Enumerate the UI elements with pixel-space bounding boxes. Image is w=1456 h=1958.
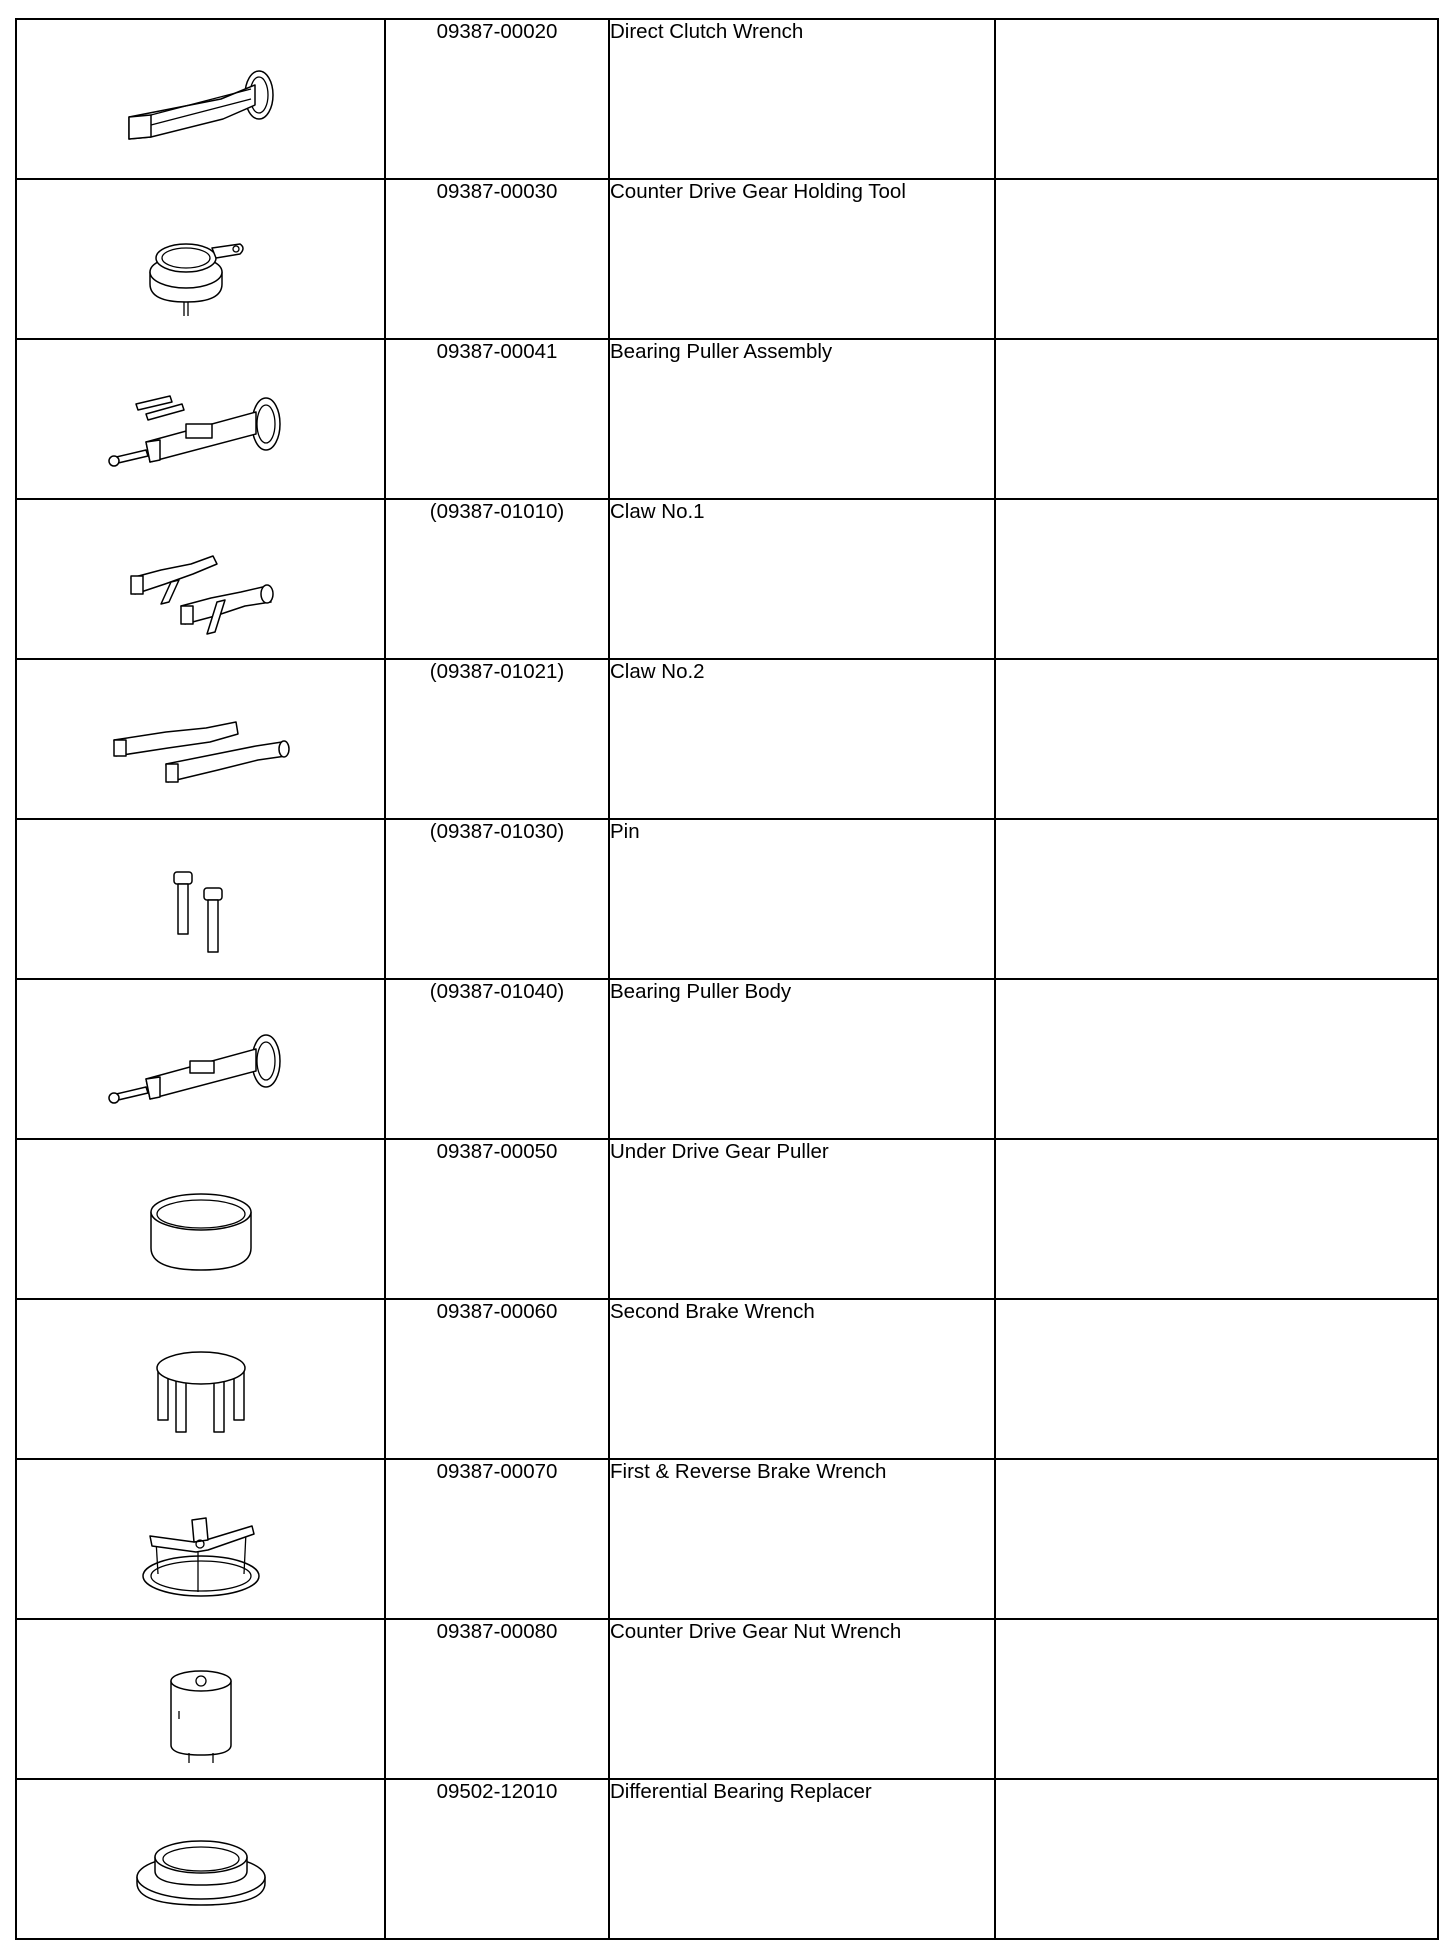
table-row	[16, 499, 1438, 659]
tool-name: Differential Bearing Replacer	[609, 1779, 995, 1939]
table-row	[16, 1299, 1438, 1459]
direct-clutch-wrench-icon	[111, 67, 291, 157]
gear-nut-wrench-icon	[161, 1657, 241, 1767]
tool-name: Counter Drive Gear Holding Tool	[609, 179, 995, 339]
gear-holding-tool-icon	[136, 222, 266, 322]
bearing-replacer-icon	[131, 1827, 271, 1917]
bearing-puller-body-icon	[106, 1027, 296, 1117]
tool-illustration-cell	[16, 179, 385, 339]
remarks-cell	[995, 819, 1438, 979]
remarks-cell	[995, 499, 1438, 659]
remarks-cell	[995, 1619, 1438, 1779]
tool-name: Second Brake Wrench	[609, 1299, 995, 1459]
part-number: 09387-00080	[385, 1619, 609, 1779]
tool-illustration-cell	[16, 339, 385, 499]
tool-name: Claw No.1	[609, 499, 995, 659]
table-row	[16, 19, 1438, 179]
tool-illustration-cell	[16, 499, 385, 659]
tool-illustration-cell	[16, 1299, 385, 1459]
special-tools-table	[15, 18, 1439, 1940]
tool-name: Direct Clutch Wrench	[609, 19, 995, 179]
part-number: 09387-00070	[385, 1459, 609, 1619]
part-number: 09387-00041	[385, 339, 609, 499]
part-number: (09387-01010)	[385, 499, 609, 659]
table-row	[16, 979, 1438, 1139]
tool-illustration-cell	[16, 659, 385, 819]
part-number: (09387-01030)	[385, 819, 609, 979]
remarks-cell	[995, 1299, 1438, 1459]
table-row	[16, 1139, 1438, 1299]
tool-name: Claw No.2	[609, 659, 995, 819]
table-row	[16, 819, 1438, 979]
pin-icon	[156, 862, 246, 962]
remarks-cell	[995, 179, 1438, 339]
part-number: 09387-00020	[385, 19, 609, 179]
part-number: 09387-00060	[385, 1299, 609, 1459]
reverse-brake-wrench-icon	[136, 1502, 266, 1602]
remarks-cell	[995, 659, 1438, 819]
claw-no1-icon	[121, 542, 281, 642]
tool-name: Bearing Puller Body	[609, 979, 995, 1139]
tool-name: Bearing Puller Assembly	[609, 339, 995, 499]
remarks-cell	[995, 979, 1438, 1139]
part-number: 09387-00050	[385, 1139, 609, 1299]
second-brake-wrench-icon	[146, 1342, 256, 1442]
table-row	[16, 1459, 1438, 1619]
table-row	[16, 1779, 1438, 1939]
table-row	[16, 659, 1438, 819]
tool-name: Pin	[609, 819, 995, 979]
bearing-puller-assembly-icon	[106, 382, 296, 482]
tool-illustration-cell	[16, 1459, 385, 1619]
claw-no2-icon	[106, 712, 296, 792]
part-number: (09387-01021)	[385, 659, 609, 819]
remarks-cell	[995, 19, 1438, 179]
tool-illustration-cell	[16, 1619, 385, 1779]
tool-name: Counter Drive Gear Nut Wrench	[609, 1619, 995, 1779]
remarks-cell	[995, 1139, 1438, 1299]
tool-name: First & Reverse Brake Wrench	[609, 1459, 995, 1619]
table-row	[16, 339, 1438, 499]
remarks-cell	[995, 339, 1438, 499]
tool-illustration-cell	[16, 979, 385, 1139]
tool-illustration-cell	[16, 819, 385, 979]
table-row	[16, 1619, 1438, 1779]
tool-illustration-cell	[16, 1779, 385, 1939]
remarks-cell	[995, 1779, 1438, 1939]
part-number: 09502-12010	[385, 1779, 609, 1939]
part-number: (09387-01040)	[385, 979, 609, 1139]
tool-illustration-cell	[16, 19, 385, 179]
gear-puller-ring-icon	[141, 1182, 261, 1282]
remarks-cell	[995, 1459, 1438, 1619]
part-number: 09387-00030	[385, 179, 609, 339]
table-row	[16, 179, 1438, 339]
tool-name: Under Drive Gear Puller	[609, 1139, 995, 1299]
tool-illustration-cell	[16, 1139, 385, 1299]
